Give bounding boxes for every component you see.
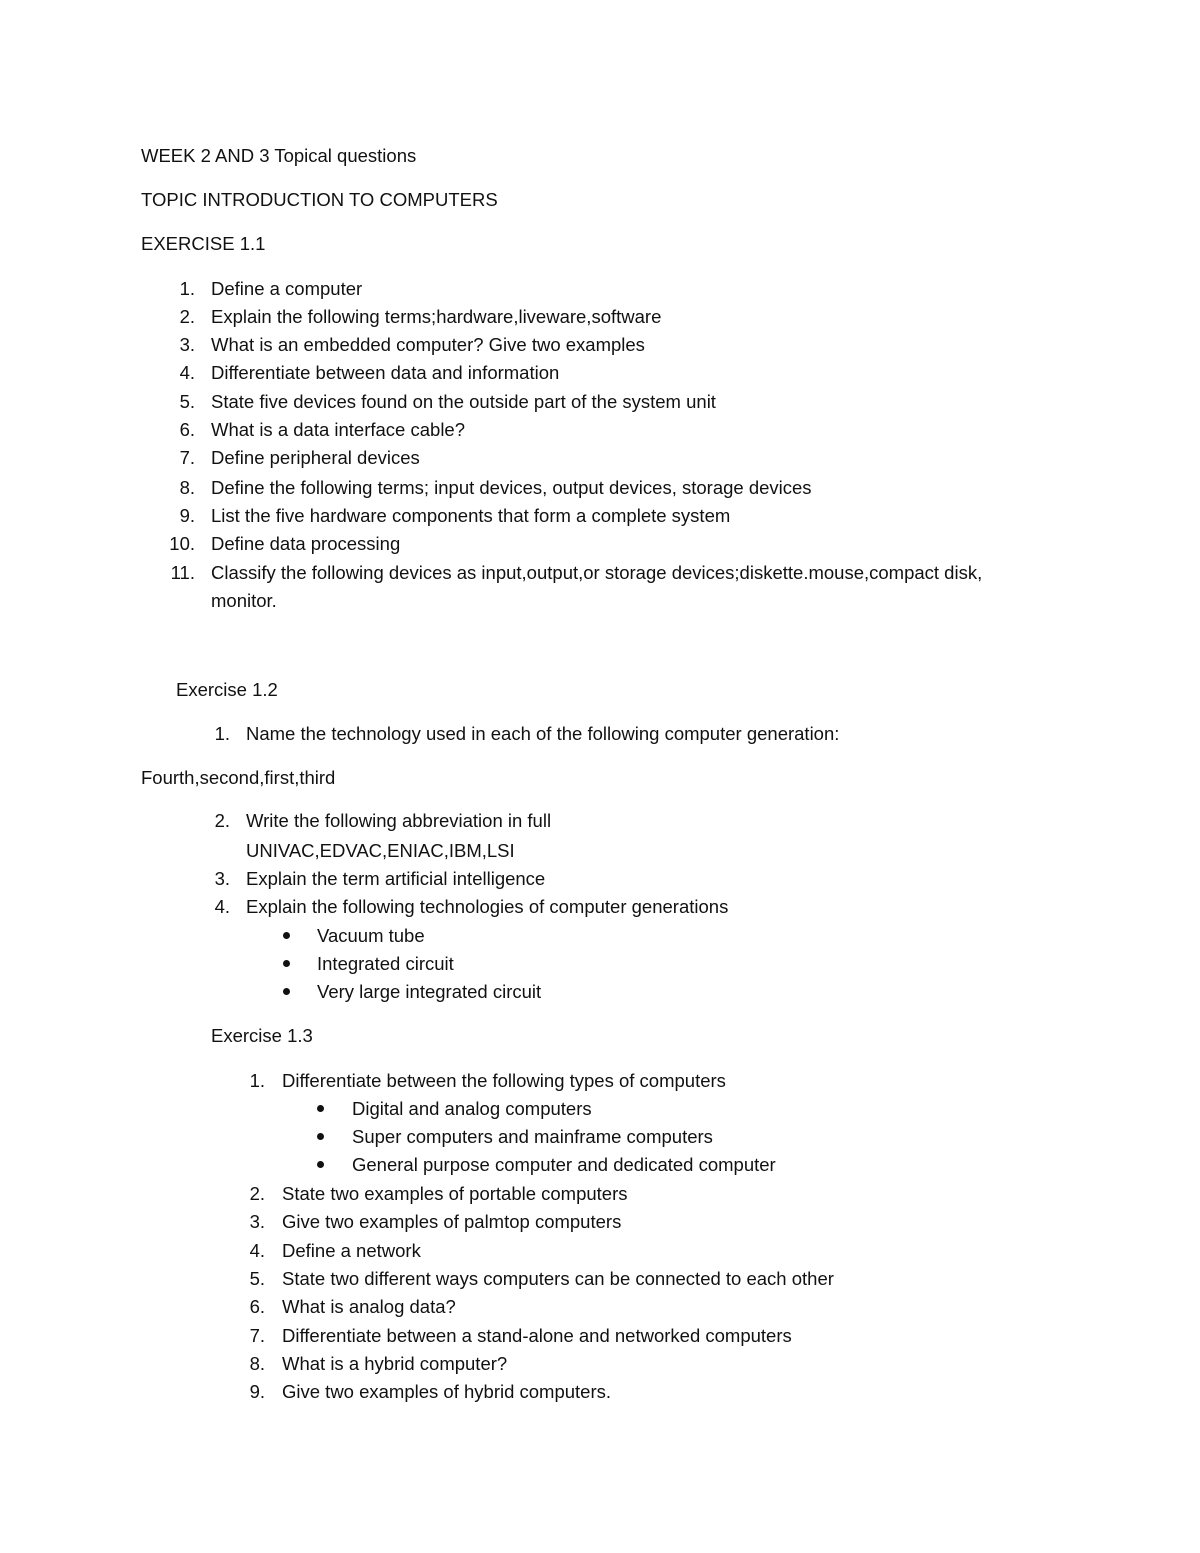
list-item-number: 1. — [179, 278, 195, 299]
bullet-icon — [283, 932, 290, 939]
list-item-number: 2. — [249, 1183, 265, 1204]
bullet-icon — [283, 960, 290, 967]
bullet-item: Vacuum tube — [317, 925, 425, 946]
list-item: Write the following abbreviation in full — [246, 810, 552, 831]
bullet-item: Super computers and mainframe computers — [352, 1126, 713, 1147]
list-item-number: 7. — [249, 1325, 265, 1346]
list-item-number: 9. — [179, 505, 195, 526]
exercise-1-3-heading: Exercise 1.3 — [211, 1025, 313, 1046]
list-item-number: 8. — [249, 1353, 265, 1374]
generations-line: Fourth,second,first,third — [141, 767, 336, 788]
list-item: Give two examples of hybrid computers. — [282, 1381, 612, 1402]
list-item-number: 9. — [249, 1381, 265, 1402]
list-item: What is an embedded computer? Give two examples — [211, 334, 645, 355]
list-item: Give two examples of palmtop computers — [282, 1211, 622, 1232]
list-item-number: 6. — [179, 419, 195, 440]
list-item-number: 3. — [249, 1211, 265, 1232]
list-item: State five devices found on the outside part of the system unit — [211, 391, 716, 412]
list-item: Differentiate between data and information — [211, 362, 560, 383]
exercise-1-1-heading: EXERCISE 1.1 — [141, 233, 266, 254]
list-item-number: 4. — [214, 896, 230, 917]
list-item: List the five hardware components that form a complete system — [211, 505, 731, 526]
list-item: Define a network — [282, 1240, 421, 1261]
bullet-item: Integrated circuit — [317, 953, 454, 974]
list-item-number: 1. — [214, 723, 230, 744]
list-item: What is analog data? — [282, 1296, 456, 1317]
list-item: Explain the following technologies of computer generations — [246, 896, 729, 917]
list-item-number: 4. — [249, 1240, 265, 1261]
list-item: Differentiate between the following types of computers — [282, 1070, 726, 1091]
list-item: What is a hybrid computer? — [282, 1353, 508, 1374]
bullet-item: General purpose computer and dedicated computer — [352, 1154, 776, 1175]
list-item: Define data processing — [211, 533, 401, 554]
list-item: Define the following terms; input devices, output devices, storage devices — [211, 477, 812, 498]
bullet-icon — [317, 1133, 324, 1140]
list-item-number: 8. — [179, 477, 195, 498]
list-item-continuation: monitor. — [211, 590, 277, 611]
list-item-number: 5. — [249, 1268, 265, 1289]
exercise-1-2-heading: Exercise 1.2 — [176, 679, 278, 700]
list-item-number: 7. — [179, 447, 195, 468]
list-item: What is a data interface cable? — [211, 419, 466, 440]
list-item-number: 10. — [169, 533, 195, 554]
list-item: Explain the following terms;hardware,liveware,software — [211, 306, 662, 327]
bullet-icon — [317, 1161, 324, 1168]
list-item: State two examples of portable computers — [282, 1183, 628, 1204]
list-item-number: 6. — [249, 1296, 265, 1317]
list-item: Classify the following devices as input,output,or storage devices;diskette.mouse,compact disk, — [211, 562, 983, 583]
list-item: Name the technology used in each of the following computer generation: — [246, 723, 840, 744]
bullet-icon — [317, 1105, 324, 1112]
list-item-number: 3. — [214, 868, 230, 889]
list-item: Define peripheral devices — [211, 447, 420, 468]
list-item-continuation: UNIVAC,EDVAC,ENIAC,IBM,LSI — [246, 840, 515, 861]
list-item: Define a computer — [211, 278, 363, 299]
list-item: Explain the term artificial intelligence — [246, 868, 546, 889]
list-item-number: 2. — [214, 810, 230, 831]
bullet-item: Digital and analog computers — [352, 1098, 592, 1119]
topic-title: TOPIC INTRODUCTION TO COMPUTERS — [141, 189, 498, 210]
bullet-icon — [283, 988, 290, 995]
list-item-number: 4. — [179, 362, 195, 383]
list-item-number: 1. — [249, 1070, 265, 1091]
bullet-item: Very large integrated circuit — [317, 981, 542, 1002]
list-item-number: 2. — [179, 306, 195, 327]
list-item-number: 3. — [179, 334, 195, 355]
list-item: Differentiate between a stand-alone and networked computers — [282, 1325, 792, 1346]
list-item-number: 11. — [170, 562, 195, 583]
list-item-number: 5. — [179, 391, 195, 412]
week-title: WEEK 2 AND 3 Topical questions — [141, 145, 417, 166]
list-item: State two different ways computers can be connected to each other — [282, 1268, 834, 1289]
